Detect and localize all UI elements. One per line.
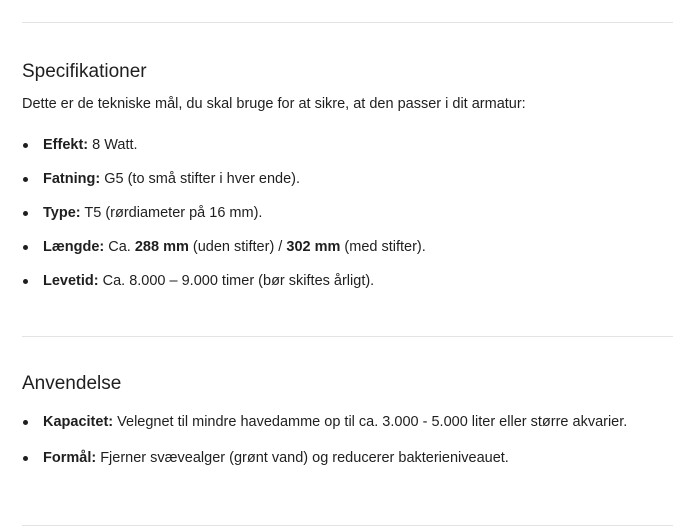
- usage-item-kapacitet: [22, 411, 662, 433]
- middle-divider: [22, 336, 673, 337]
- usage-value: Velegnet til mindre havedamme op til ca. 3.000 - 5.000 liter eller større akvarier.: [113, 414, 628, 430]
- spec-value: G5 (to små stifter i hver ende).: [100, 171, 301, 187]
- bullet-icon: [23, 177, 28, 182]
- spec-item-laengde: [22, 236, 662, 258]
- spec-value-bold: 288 mm: [134, 239, 189, 255]
- bottom-divider: [22, 525, 673, 526]
- usage-label: Formål:: [43, 450, 97, 466]
- spec-item-type: [22, 202, 662, 224]
- bullet-icon: [23, 211, 28, 216]
- usage-label: Kapacitet:: [43, 414, 114, 430]
- specifications-heading: Specifikationer: [22, 61, 147, 82]
- spec-label: Effekt:: [43, 137, 89, 153]
- spec-item-levetid: [22, 270, 662, 292]
- specifications-intro: Dette er de tekniske mål, du skal bruge for at sikre, at den passer i dit armatur:: [22, 96, 526, 112]
- usage-item-formaal: [22, 447, 662, 469]
- spec-value: (uden stifter) /: [188, 239, 287, 255]
- bullet-icon: [23, 420, 28, 425]
- usage-heading: Anvendelse: [22, 373, 122, 394]
- spec-item-effekt: [22, 134, 662, 156]
- usage-list: [22, 411, 662, 469]
- spec-value: T5 (rørdiameter på 16 mm).: [80, 205, 263, 221]
- bullet-icon: [23, 456, 28, 461]
- spec-label: Levetid:: [43, 273, 99, 289]
- bullet-icon: [23, 279, 28, 284]
- spec-value: Ca.: [104, 239, 135, 255]
- spec-value: 8 Watt.: [88, 137, 138, 153]
- specifications-list: [22, 134, 662, 292]
- usage-value: Fjerner svævealger (grønt vand) og reducerer bakterieniveauet.: [96, 450, 509, 466]
- spec-item-fatning: [22, 168, 662, 190]
- top-divider: [22, 22, 673, 23]
- spec-value: (med stifter).: [340, 239, 426, 255]
- spec-value: Ca. 8.000 – 9.000 timer (bør skiftes årligt).: [98, 273, 375, 289]
- spec-value-bold: 302 mm: [286, 239, 341, 255]
- bullet-icon: [23, 143, 28, 148]
- spec-label: Længde:: [43, 239, 105, 255]
- spec-label: Fatning:: [43, 171, 101, 187]
- bullet-icon: [23, 245, 28, 250]
- spec-label: Type:: [43, 205, 81, 221]
